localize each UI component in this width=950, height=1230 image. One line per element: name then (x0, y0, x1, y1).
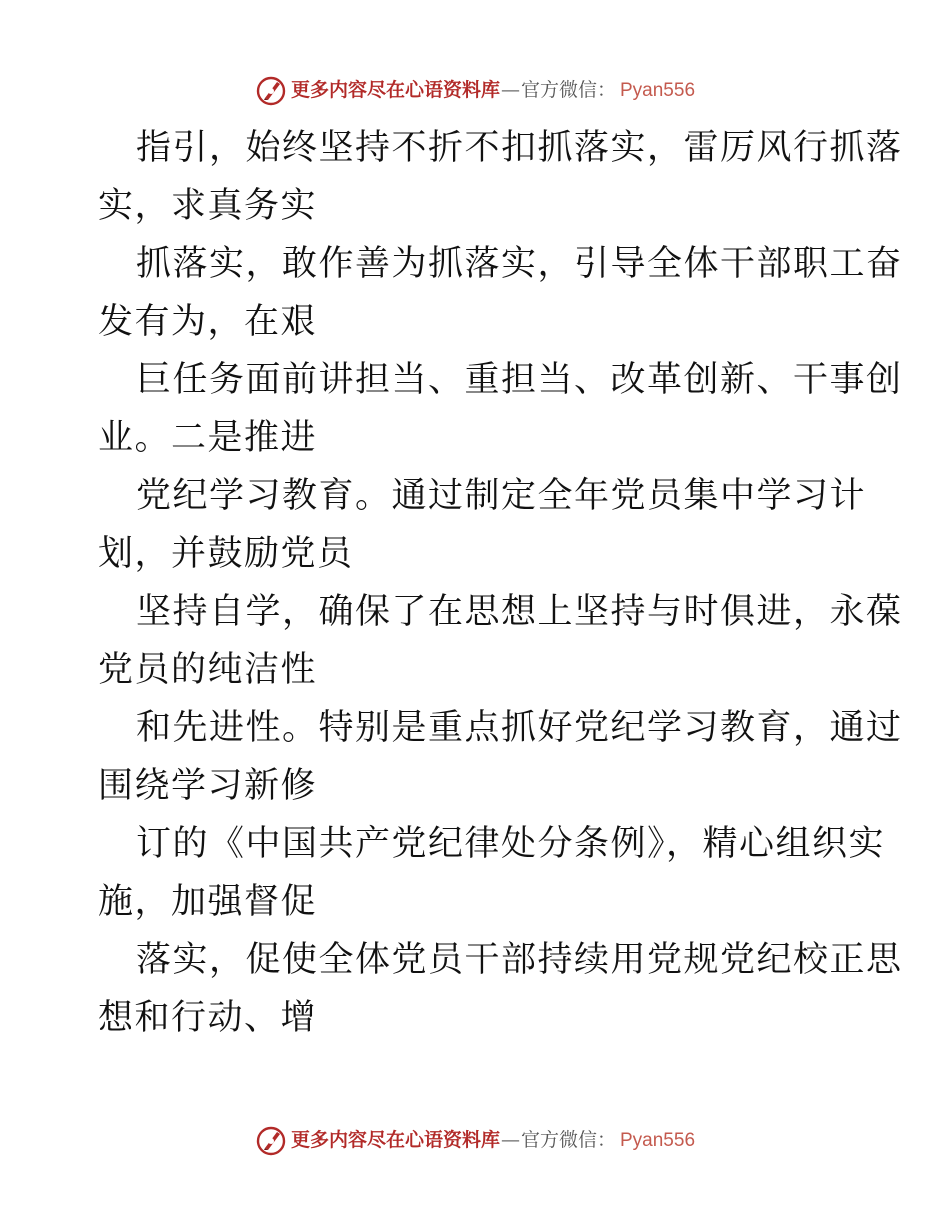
paragraph-4-line-1: 党纪学习教育。通过制定全年党员集中学习计 (136, 476, 867, 516)
paragraph-8-line-1: 落实，促使全体党员干部持续用党规党纪校正思 (136, 940, 903, 980)
header-dash: — (500, 78, 520, 101)
footer-wechat-label: 官方微信： (520, 1128, 616, 1151)
header-wechat-label: 官方微信： (520, 78, 616, 101)
pen-logo-icon (255, 1124, 287, 1156)
footer-banner-text (290, 1128, 696, 1151)
paragraph-6-line-2: 围绕学习新修 (98, 766, 318, 806)
paragraph-5-line-1: 坚持自学，确保了在思想上坚持与时俱进，永葆 (136, 592, 903, 632)
paragraph-7-line-2: 施，加强督促 (98, 882, 318, 922)
paragraph-4-line-2: 划，并鼓励党员 (98, 534, 354, 574)
pen-logo-icon (255, 74, 287, 106)
footer-wechat-id: Pyan556 (620, 1129, 696, 1151)
paragraph-3-line-1: 巨任务面前讲担当、重担当、改革创新、干事创 (136, 360, 903, 400)
footer-dash: — (500, 1128, 520, 1151)
paragraph-2-line-2: 发有为，在艰 (98, 302, 318, 342)
header-banner-text (290, 78, 696, 101)
paragraph-3-line-2: 业。二是推进 (98, 418, 318, 458)
footer-lead: 更多内容尽在心语资料库 (290, 1128, 500, 1151)
paragraph-6-line-1: 和先进性。特别是重点抓好党纪学习教育，通过 (136, 708, 903, 748)
paragraph-8-line-2: 想和行动、增 (98, 998, 318, 1038)
paragraph-1-line-1: 指引，始终坚持不折不扣抓落实，雷厉风行抓落 (136, 128, 903, 168)
paragraph-1-line-2: 实，求真务实 (98, 186, 318, 226)
footer-banner (0, 1122, 950, 1158)
paragraph-2-line-1: 抓落实，敢作善为抓落实，引导全体干部职工奋 (136, 244, 903, 284)
header-banner (0, 72, 950, 108)
header-wechat-id: Pyan556 (620, 79, 696, 101)
header-lead: 更多内容尽在心语资料库 (290, 78, 500, 101)
paragraph-7-line-1: 订的《中国共产党纪律处分条例》，精心组织实 (136, 824, 886, 864)
paragraph-5-line-2: 党员的纯洁性 (98, 650, 318, 690)
